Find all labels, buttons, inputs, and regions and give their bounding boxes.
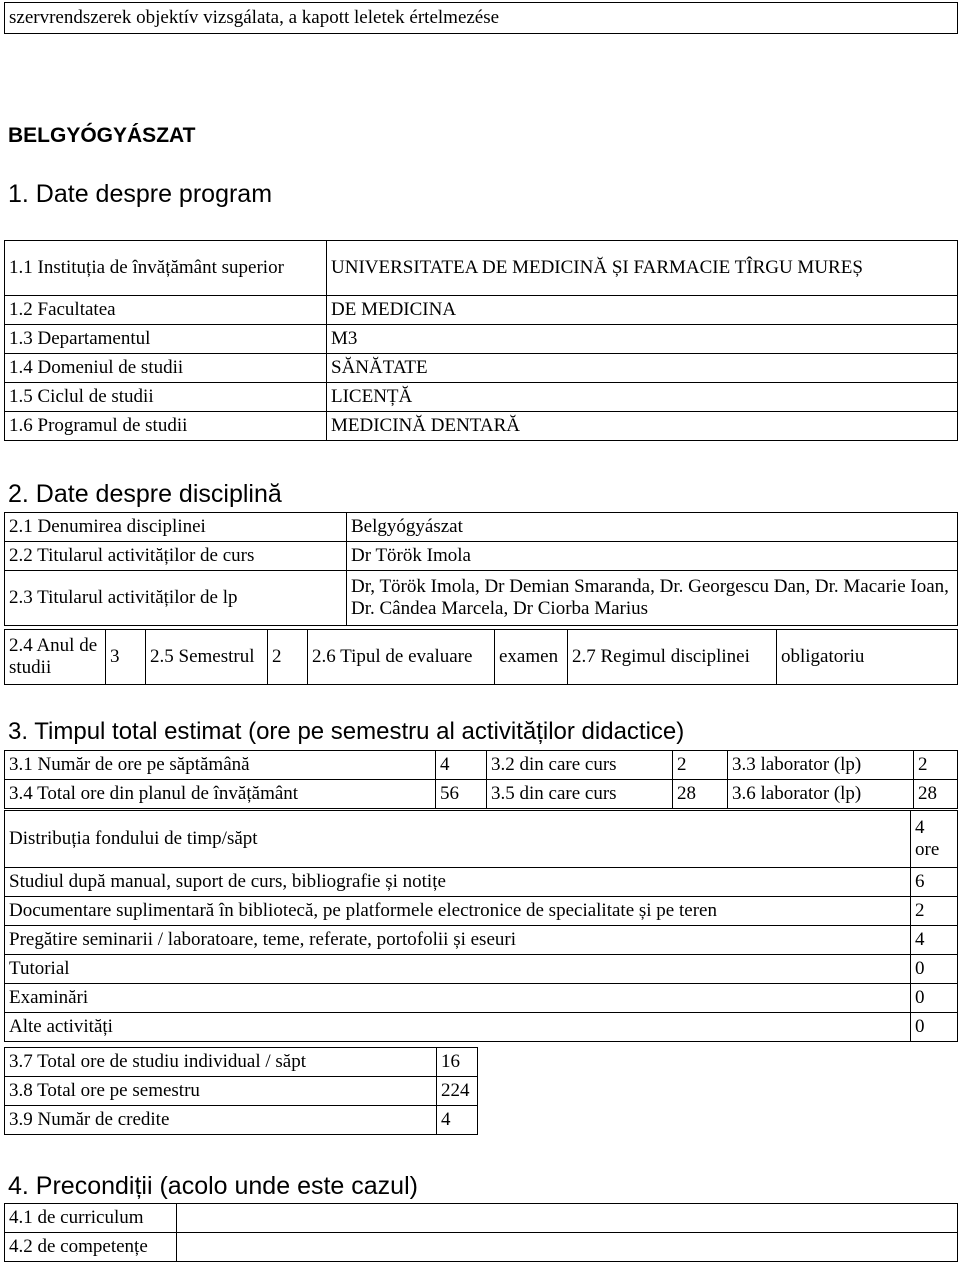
activity-label: Alte activități [5, 1013, 911, 1042]
regime-label: 2.7 Regimul disciplinei [568, 630, 777, 685]
program-value: DE MEDICINA [327, 296, 958, 325]
program-value: UNIVERSITATEA DE MEDICINĂ ȘI FARMACIE TÎRGU MUREȘ [327, 241, 958, 296]
table-row [5, 571, 958, 626]
table-row [5, 1233, 958, 1262]
total-value: 4 [437, 1106, 478, 1135]
discipline-value: Dr Török Imola [347, 542, 958, 571]
hours-value: 56 [436, 780, 487, 809]
lab-value: 2 [914, 751, 958, 780]
distribution-value: 4 ore [911, 811, 958, 868]
table-row [5, 926, 958, 955]
hours-label: 3.4 Total ore din planul de învățământ [5, 780, 436, 809]
table-row [5, 751, 958, 780]
program-value: MEDICINĂ DENTARĂ [327, 412, 958, 441]
table-row [5, 412, 958, 441]
year-label: 2.4 Anul de studii [5, 630, 106, 685]
table-row [5, 1048, 478, 1077]
eval-label: 2.6 Tipul de evaluare [308, 630, 495, 685]
total-value: 224 [437, 1077, 478, 1106]
activity-value: 0 [911, 984, 958, 1013]
program-value: M3 [327, 325, 958, 354]
discipline-label: 2.3 Titularul activităților de lp [5, 571, 347, 626]
lab-label: 3.6 laborator (lp) [728, 780, 914, 809]
regime-value: obligatoriu [777, 630, 958, 685]
activity-label: Pregătire seminarii / laboratoare, teme, referate, portofolii și eseuri [5, 926, 911, 955]
total-label: 3.7 Total ore de studiu individual / săpt [5, 1048, 437, 1077]
discipline-value: Dr, Török Imola, Dr Demian Smaranda, Dr. Georgescu Dan, Dr. Macarie Ioan, Dr. Cândea Marcela, Dr Ciorba Marius [347, 571, 958, 626]
program-label: 1.6 Programul de studii [5, 412, 327, 441]
section4-title: 4. Precondiții (acolo unde este cazul) [8, 1172, 418, 1200]
table-row [5, 325, 958, 354]
activity-value: 2 [911, 897, 958, 926]
top-table [4, 2, 958, 34]
lab-label: 3.3 laborator (lp) [728, 751, 914, 780]
precondition-value [177, 1204, 958, 1233]
time-table [4, 750, 958, 809]
program-value: SĂNĂTATE [327, 354, 958, 383]
program-table [4, 240, 958, 441]
course-label: 3.5 din care curs [487, 780, 673, 809]
table-row [5, 1204, 958, 1233]
top-row-cell: szervrendszerek objektív vizsgálata, a kapott leletek értelmezése [5, 3, 958, 34]
precondition-value [177, 1233, 958, 1262]
program-value: LICENȚĂ [327, 383, 958, 412]
discipline-label: 2.2 Titularul activităților de curs [5, 542, 347, 571]
activity-value: 6 [911, 868, 958, 897]
section1-title: 1. Date despre program [8, 180, 273, 208]
eval-value: examen [495, 630, 568, 685]
total-label: 3.9 Număr de credite [5, 1106, 437, 1135]
program-label: 1.4 Domeniul de studii [5, 354, 327, 383]
table-row [5, 1013, 958, 1042]
table-row [5, 296, 958, 325]
table-row [5, 897, 958, 926]
preconditions-table [4, 1203, 958, 1262]
hours-label: 3.1 Număr de ore pe săptămână [5, 751, 436, 780]
program-label: 1.3 Departamentul [5, 325, 327, 354]
total-value: 16 [437, 1048, 478, 1077]
course-value: 2 [673, 751, 728, 780]
discipline-value: Belgyógyászat [347, 513, 958, 542]
table-row [5, 955, 958, 984]
table-row [5, 780, 958, 809]
table-row [5, 241, 958, 296]
activity-value: 0 [911, 955, 958, 984]
activity-value: 0 [911, 1013, 958, 1042]
table-row [5, 542, 958, 571]
table-row [5, 630, 958, 685]
year-value: 3 [106, 630, 146, 685]
table-row [5, 383, 958, 412]
section3-title: 3. Timpul total estimat (ore pe semestru al activităților didactice) [8, 718, 685, 745]
program-label: 1.2 Facultatea [5, 296, 327, 325]
distribution-label: Distribuția fondului de timp/săpt [5, 811, 911, 868]
activity-value: 4 [911, 926, 958, 955]
discipline-label: 2.1 Denumirea disciplinei [5, 513, 347, 542]
program-label: 1.5 Ciclul de studii [5, 383, 327, 412]
total-label: 3.8 Total ore pe semestru [5, 1077, 437, 1106]
section2-title: 2. Date despre disciplină [8, 480, 282, 508]
discipline-heading: BELGYÓGYÁSZAT [8, 124, 196, 147]
activity-label: Tutorial [5, 955, 911, 984]
lab-value: 28 [914, 780, 958, 809]
table-row [5, 513, 958, 542]
activity-label: Documentare suplimentară în bibliotecă, pe platformele electronice de specialitate și pe teren [5, 897, 911, 926]
table-row [5, 354, 958, 383]
activity-label: Studiul după manual, suport de curs, bibliografie și notițe [5, 868, 911, 897]
table-row [5, 868, 958, 897]
table-row [5, 984, 958, 1013]
table-row [5, 1077, 478, 1106]
semester-label: 2.5 Semestrul [146, 630, 268, 685]
totals-table [4, 1047, 478, 1135]
program-label: 1.1 Instituția de învățământ superior [5, 241, 327, 296]
table-row [5, 1106, 478, 1135]
discipline-meta-table [4, 629, 958, 685]
precondition-label: 4.2 de competențe [5, 1233, 177, 1262]
distribution-table [4, 810, 958, 1042]
table-row [5, 811, 958, 868]
hours-value: 4 [436, 751, 487, 780]
discipline-table [4, 512, 958, 626]
course-value: 28 [673, 780, 728, 809]
activity-label: Examinări [5, 984, 911, 1013]
course-label: 3.2 din care curs [487, 751, 673, 780]
semester-value: 2 [268, 630, 308, 685]
precondition-label: 4.1 de curriculum [5, 1204, 177, 1233]
